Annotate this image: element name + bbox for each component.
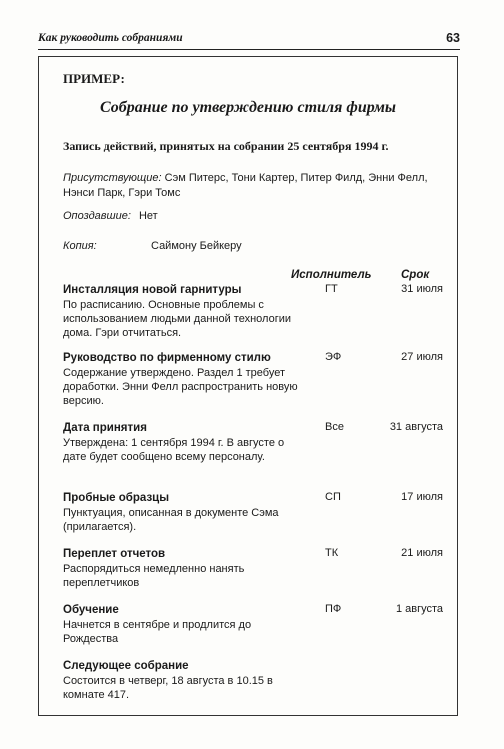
example-box [38,56,458,716]
item-topic: Инсталляция новой гарнитуры [63,284,242,296]
item-topic: Дата принятия [63,422,147,434]
action-item [63,421,443,464]
item-description: Начнется в сентябре и продлится до Рождества [63,619,252,645]
item-executor: ГТ [325,283,338,295]
action-item [63,603,443,646]
item-executor: ПФ [325,603,342,615]
action-item [63,547,443,590]
column-executor: Исполнитель [291,269,372,281]
item-term: 31 июля [401,283,443,295]
page-header [38,31,460,50]
page-number: 63 [446,31,460,45]
item-topic: Обучение [63,604,119,616]
late-value: Нет [138,210,158,222]
example-title: Собрание по утверждению стиля фирмы [100,99,396,116]
action-item [63,283,443,340]
item-term: 21 июля [401,547,443,559]
item-topic: Пробные образцы [63,492,170,504]
item-term: 1 августа [395,603,443,615]
running-title: Как руководить собраниями [38,32,183,44]
item-description: Утверждена: 1 сентября 1994 г. В августе о дате будет сообщено всему персоналу. [63,437,285,463]
record-line: Запись действий, принятых на собрании 25 сентября 1994 г. [63,139,389,153]
item-executor: СП [325,491,341,503]
present-value: Сэм Питерс, Тони Картер, Питер Филд, Энни Фелл, Нэнси Парк, Гэри Томс [63,172,428,199]
item-term: 27 июля [401,351,443,363]
item-term: 17 июля [401,491,443,503]
item-executor: Все [325,421,344,433]
action-item [63,659,443,702]
copy-value: Саймону Бейкеру [151,240,242,252]
item-description: По расписанию. Основные проблемы с использованием людьми данной технологии дома. Гэри отчитаться. [63,299,292,339]
example-label: ПРИМЕР: [63,71,125,86]
item-executor: ТК [325,547,339,559]
copy-line [63,239,242,254]
item-topic: Следующее собрание [63,660,189,672]
item-description: Содержание утверждено. Раздел 1 требует доработки. Энни Фелл распространить новую версию. [63,367,298,407]
present-label: Присутствующие: [63,172,162,184]
item-topic: Переплет отчетов [63,548,166,560]
item-description: Пунктуация, описанная в документе Сэма (прилагается). [63,507,279,533]
item-description: Состоится в четверг, 18 августа в 10.15 в комнате 417. [63,675,273,701]
present-line [63,171,443,201]
late-label: Опоздавшие: [63,210,131,222]
item-executor: ЭФ [325,351,342,363]
late-line [63,209,158,224]
action-item [63,351,443,408]
action-item [63,491,443,534]
copy-label: Копия: [63,240,97,252]
item-topic: Руководство по фирменному стилю [63,352,271,364]
item-term: 31 августа [389,421,443,433]
column-term: Срок [401,269,430,281]
item-description: Распорядиться немедленно нанять переплетчиков [63,563,245,589]
